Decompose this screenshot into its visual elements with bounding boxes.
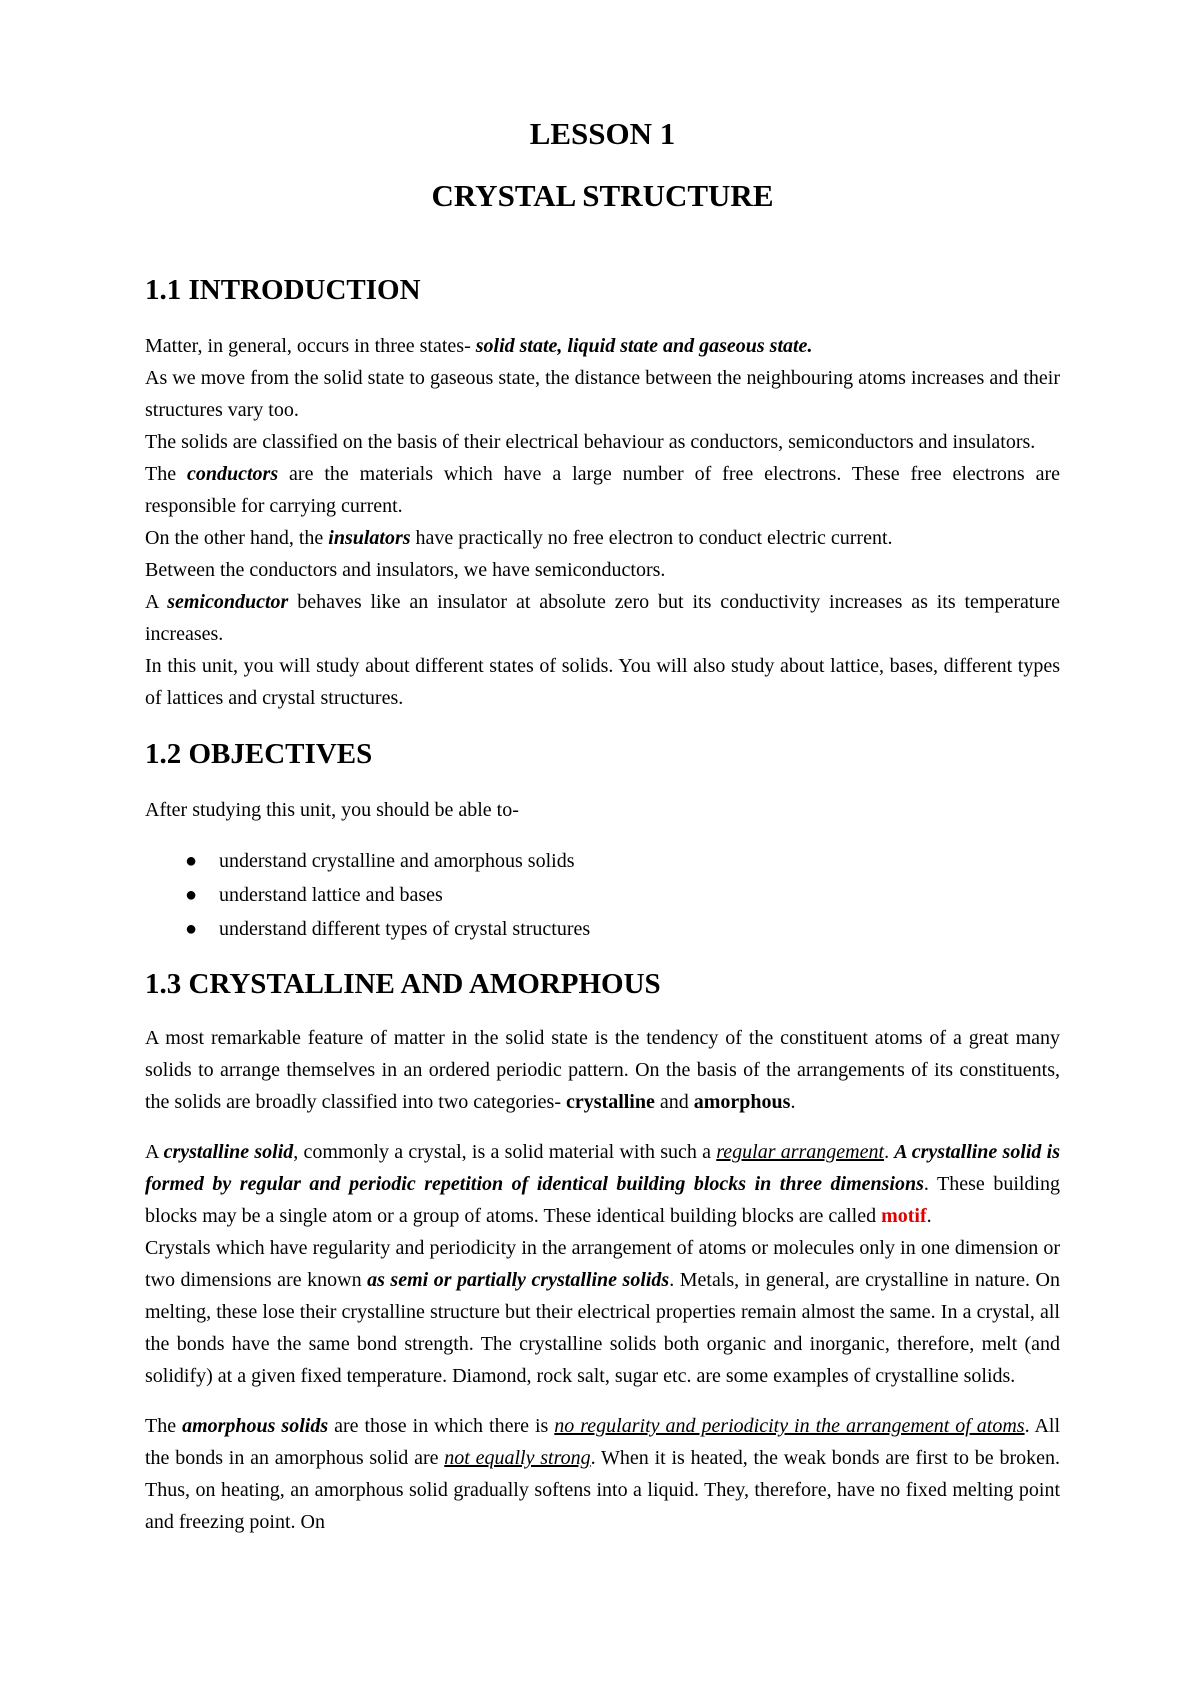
section-heading-objectives: 1.2 OBJECTIVES bbox=[145, 738, 373, 770]
section-heading-introduction: 1.1 INTRODUCTION bbox=[145, 274, 421, 306]
bullet-icon: ● bbox=[185, 884, 198, 906]
objectives-lead: After studying this unit, you should be able to- bbox=[145, 799, 519, 821]
motif-term: motif bbox=[881, 1205, 927, 1227]
section-heading-crystalline-amorphous: 1.3 CRYSTALLINE AND AMORPHOUS bbox=[145, 968, 661, 1000]
amorphous-paragraph: The amorphous solids are those in which there is no regularity and periodicity in the arrangement of atoms. All the bonds in an amorphous solid are not equally strong. When it is heated, the weak bonds are first to be broken. Thus, on heating, an amorphous solid gradually softens into a liquid. They, therefore, have no fixed melting point and freezing point. On bbox=[145, 1415, 1061, 1533]
intro-paragraph-conductors: The conductors are the materials which have a large number of free electrons. These free electrons are responsible for carrying current. bbox=[145, 463, 1060, 517]
lesson-number: LESSON 1 bbox=[529, 116, 676, 151]
intro-paragraph-semiconductors: Between the conductors and insulators, we have semiconductors. bbox=[145, 559, 666, 581]
bullet-icon: ● bbox=[185, 918, 198, 940]
list-item: ● understand crystalline and amorphous solids bbox=[145, 844, 1060, 878]
crystalline-paragraph-semi-crystalline: Crystals which have regularity and periodicity in the arrangement of atoms or molecules only in one dimension or two dimensions are known as semi or partially crystalline solids. Metals, in general, are crystalline in nature. On melting, these lose their crystalline structure but their electrical properties remain almost the same. In a crystal, all the bonds have the same bond strength. The crystalline solids both organic and inorganic, therefore, melt (and solidify) at a given fixed temperature. Diamond, rock salt, sugar etc. are some examples of crystalline solids. bbox=[145, 1237, 1060, 1387]
intro-paragraph-unit-scope: In this unit, you will study about different states of solids. You will also study about lattice, bases, different types of lattices and crystal structures. bbox=[145, 655, 1060, 709]
objectives-list bbox=[145, 844, 1060, 946]
lesson-title: CRYSTAL STRUCTURE bbox=[431, 178, 774, 213]
intro-paragraph-states: Matter, in general, occurs in three states- solid state, liquid state and gaseous state. bbox=[145, 335, 813, 357]
list-item: ● understand different types of crystal structures bbox=[145, 912, 1060, 946]
bullet-icon: ● bbox=[185, 850, 198, 872]
crystalline-paragraph-overview: A most remarkable feature of matter in the solid state is the tendency of the constituent atoms of a great many solids to arrange themselves in an ordered periodic pattern. On the basis of the arrangements of its constituents, the solids are broadly classified into two categories- crystalline and amorphous. bbox=[145, 1027, 1060, 1113]
crystalline-paragraph-definition: A crystalline solid, commonly a crystal, is a solid material with such a regular arrangement. A crystalline solid is formed by regular and periodic repetition of identical building blocks in three dimensions. These building blocks may be a single atom or a group of atoms. These identical building blocks are called motif. bbox=[145, 1141, 1061, 1227]
intro-paragraph-semiconductor-behaviour: A semiconductor behaves like an insulator at absolute zero but its conductivity increases as its temperature increases. bbox=[145, 591, 1060, 645]
intro-paragraph-insulators: On the other hand, the insulators have practically no free electron to conduct electric current. bbox=[145, 527, 893, 549]
intro-paragraph-distance: As we move from the solid state to gaseous state, the distance between the neighbouring atoms increases and their structures vary too. bbox=[145, 367, 1060, 421]
list-item: ● understand lattice and bases bbox=[145, 878, 1060, 912]
intro-paragraph-classification: The solids are classified on the basis of their electrical behaviour as conductors, semiconductors and insulators. bbox=[145, 431, 1036, 453]
